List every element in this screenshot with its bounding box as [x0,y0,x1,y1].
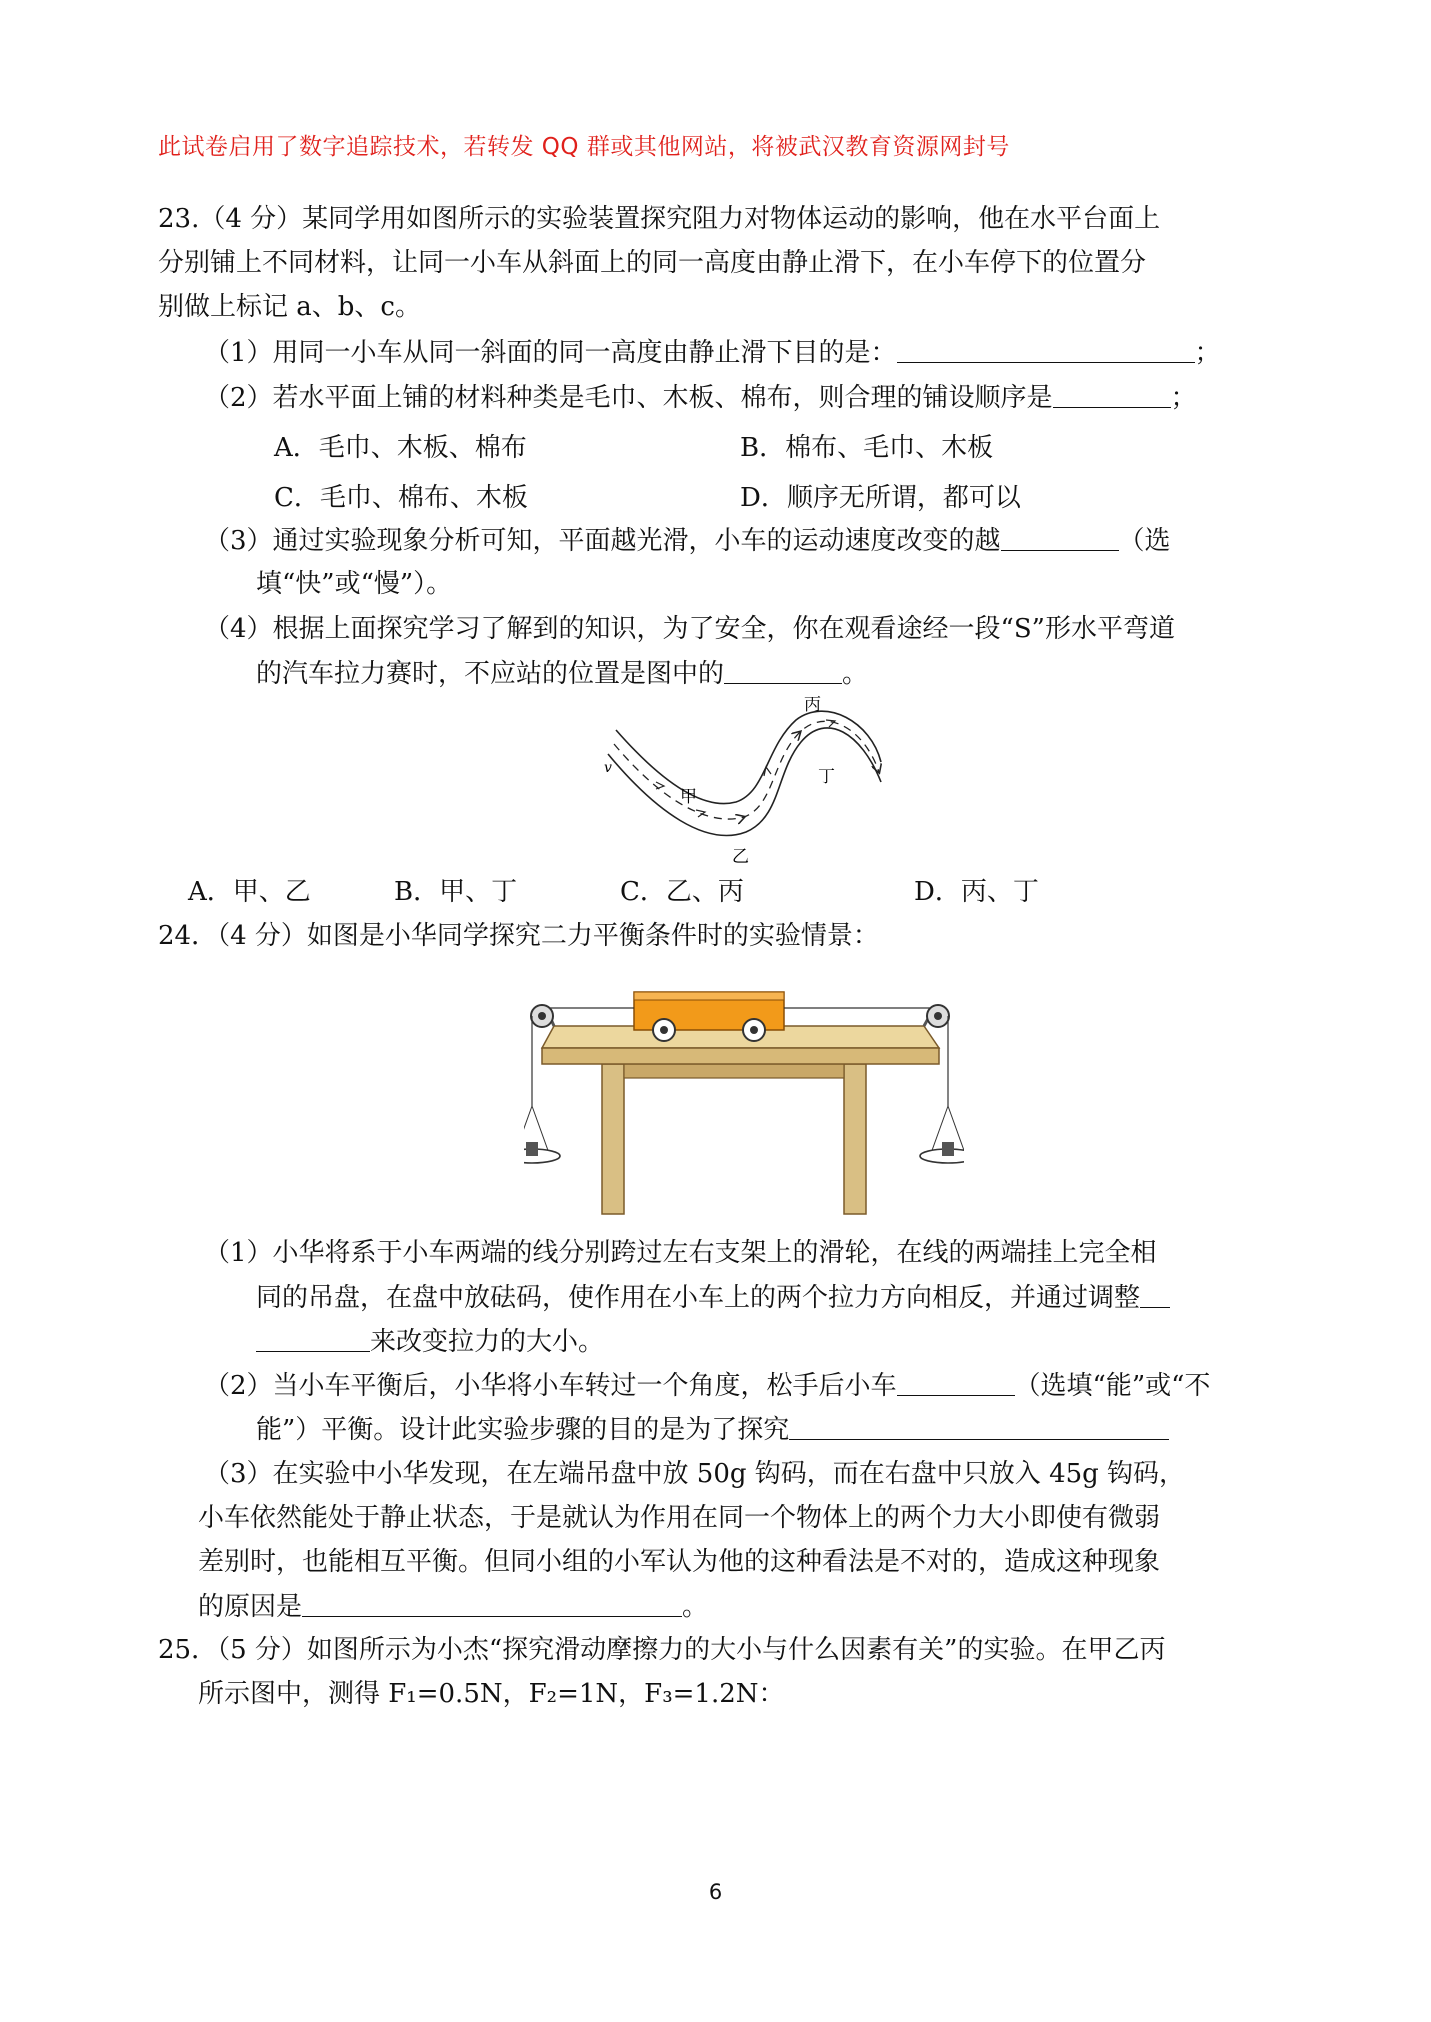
track-outer-edge [608,728,881,836]
label-bing: 丙 [804,695,821,715]
q23-part4-blank[interactable] [724,657,842,684]
table-apron [624,1064,844,1078]
q23-option-c: C．毛巾、棉布、木板 [274,483,528,513]
q23-part2-end: ； [1170,383,1197,413]
q24-part1-end: 来改变拉力的大小。 [370,1327,605,1357]
q24-part1-blank-start[interactable] [1140,1281,1170,1308]
label-v: v [604,760,612,776]
q24-part1-line-3 [256,1325,604,1358]
q23-part2 [204,381,1197,414]
q25-stem-line-1: 25．（5 分）如图所示为小杰“探究滑动摩擦力的大小与什么因素有关”的实验。在甲乙丙 [158,1635,1166,1665]
q23-choice-b: B．甲、丁 [394,877,518,907]
q24-part3-line-3: 差别时，也能相互平衡。但同小组的小军认为他的这种看法是不对的，造成这种现象 [198,1547,1161,1577]
q23-part2-blank[interactable] [1053,381,1171,408]
label-jia: 甲 [680,787,697,807]
q24-part2-blank-1[interactable] [897,1369,1015,1396]
label-yi: 乙 [732,847,749,867]
page-number: 6 [708,1880,723,1904]
q23-part1-end: ； [1194,338,1221,368]
q24-stem: 24．（4 分）如图是小华同学探究二力平衡条件时的实验情景： [158,921,879,951]
q23-part3-blank[interactable] [1001,524,1119,551]
q23-part4-line-1: （4）根据上面探究学习了解到的知识，为了安全，你在观看途经一段“S”形水平弯道 [204,614,1175,644]
weight-right [942,1142,954,1156]
q23-part3-text: （3）通过实验现象分析可知，平面越光滑，小车的运动速度改变的越 [204,526,1001,556]
q23-part4-line-2 [256,657,868,690]
q23-choice-d: D．丙、丁 [914,877,1039,907]
q24-part3-line-4 [198,1590,708,1623]
q24-part2-end: （选填“能”或“不 [1014,1371,1211,1401]
q24-part2-text-2: 能”）平衡。设计此实验步骤的目的是为了探究 [256,1415,790,1445]
q23-part4-end: 。 [842,659,869,689]
q24-part3-line-1: （3）在实验中小华发现，在左端吊盘中放 50g 钩码，而在右盘中只放入 45g 钩码， [204,1459,1186,1489]
q24-part3-end: 。 [682,1592,709,1622]
q24-part2-line-2 [256,1413,1169,1446]
q23-part1 [204,336,1221,369]
q23-choice-a: A．甲、乙 [188,877,311,907]
q24-part1-line-1: （1）小华将系于小车两端的线分别跨过左右支架上的滑轮，在线的两端挂上完全相 [204,1238,1157,1268]
q23-part1-text: （1）用同一小车从同一斜面的同一高度由静止滑下目的是： [204,338,897,368]
label-ding: 丁 [818,767,835,787]
car-path-arrows [614,721,879,819]
q23-part3-line-2: 填“快”或“慢”）。 [256,569,453,599]
q23-option-a: A．毛巾、木板、棉布 [274,433,527,463]
q23-choice-c: C．乙、丙 [620,877,744,907]
table-edge [542,1048,939,1064]
q23-stem-line-3: 别做上标记 a、b、c。 [158,292,421,322]
q24-part3-text: 的原因是 [198,1592,303,1622]
q24-part1-text: 同的吊盘，在盘中放砝码，使作用在小车上的两个拉力方向相反，并通过调整 [256,1283,1141,1313]
q23-part2-text: （2）若水平面上铺的材料种类是毛巾、木板、棉布，则合理的铺设顺序是 [204,383,1053,413]
q23-stem-line-2: 分别铺上不同材料，让同一小车从斜面上的同一高度由静止滑下，在小车停下的位置分 [158,248,1147,278]
q23-stem-line-1: 23.（4 分）某同学用如图所示的实验装置探究阻力对物体运动的影响，他在水平台面上 [158,204,1161,234]
q23-option-b: B．棉布、毛巾、木板 [740,433,994,463]
q24-part3-line-2: 小车依然能处于静止状态，于是就认为作用在同一个物体上的两个力大小即使有微弱 [198,1503,1161,1533]
track-inner-edge [616,711,881,803]
q23-part4-text: 的汽车拉力赛时，不应站的位置是图中的 [256,659,725,689]
table-leg-right [844,1064,866,1214]
two-force-balance-apparatus-figure [524,986,964,1216]
q23-part1-blank[interactable] [897,336,1195,363]
q23-part3-end: （选 [1118,526,1171,556]
copyright-notice: 此试卷启用了数字追踪技术，若转发 QQ 群或其他网站，将被武汉教育资源网封号 [158,134,1010,160]
q24-part2-line-1 [204,1369,1210,1402]
q24-part3-blank[interactable] [302,1590,682,1617]
q24-part1-blank-cont[interactable] [256,1325,370,1352]
q25-stem-line-2: 所示图中，测得 F₁=0.5N，F₂=1N，F₃=1.2N： [198,1679,785,1709]
q24-part2-blank-2[interactable] [789,1413,1169,1440]
table-leg-left [602,1064,624,1214]
q24-part1-line-2 [256,1281,1170,1314]
q23-option-d: D．顺序无所谓，都可以 [740,483,1021,513]
weight-left [526,1142,538,1156]
s-curve-track-figure [596,692,886,867]
q24-part2-text: （2）当小车平衡后，小华将小车转过一个角度，松手后小车 [204,1371,897,1401]
q23-part3-line-1 [204,524,1171,557]
